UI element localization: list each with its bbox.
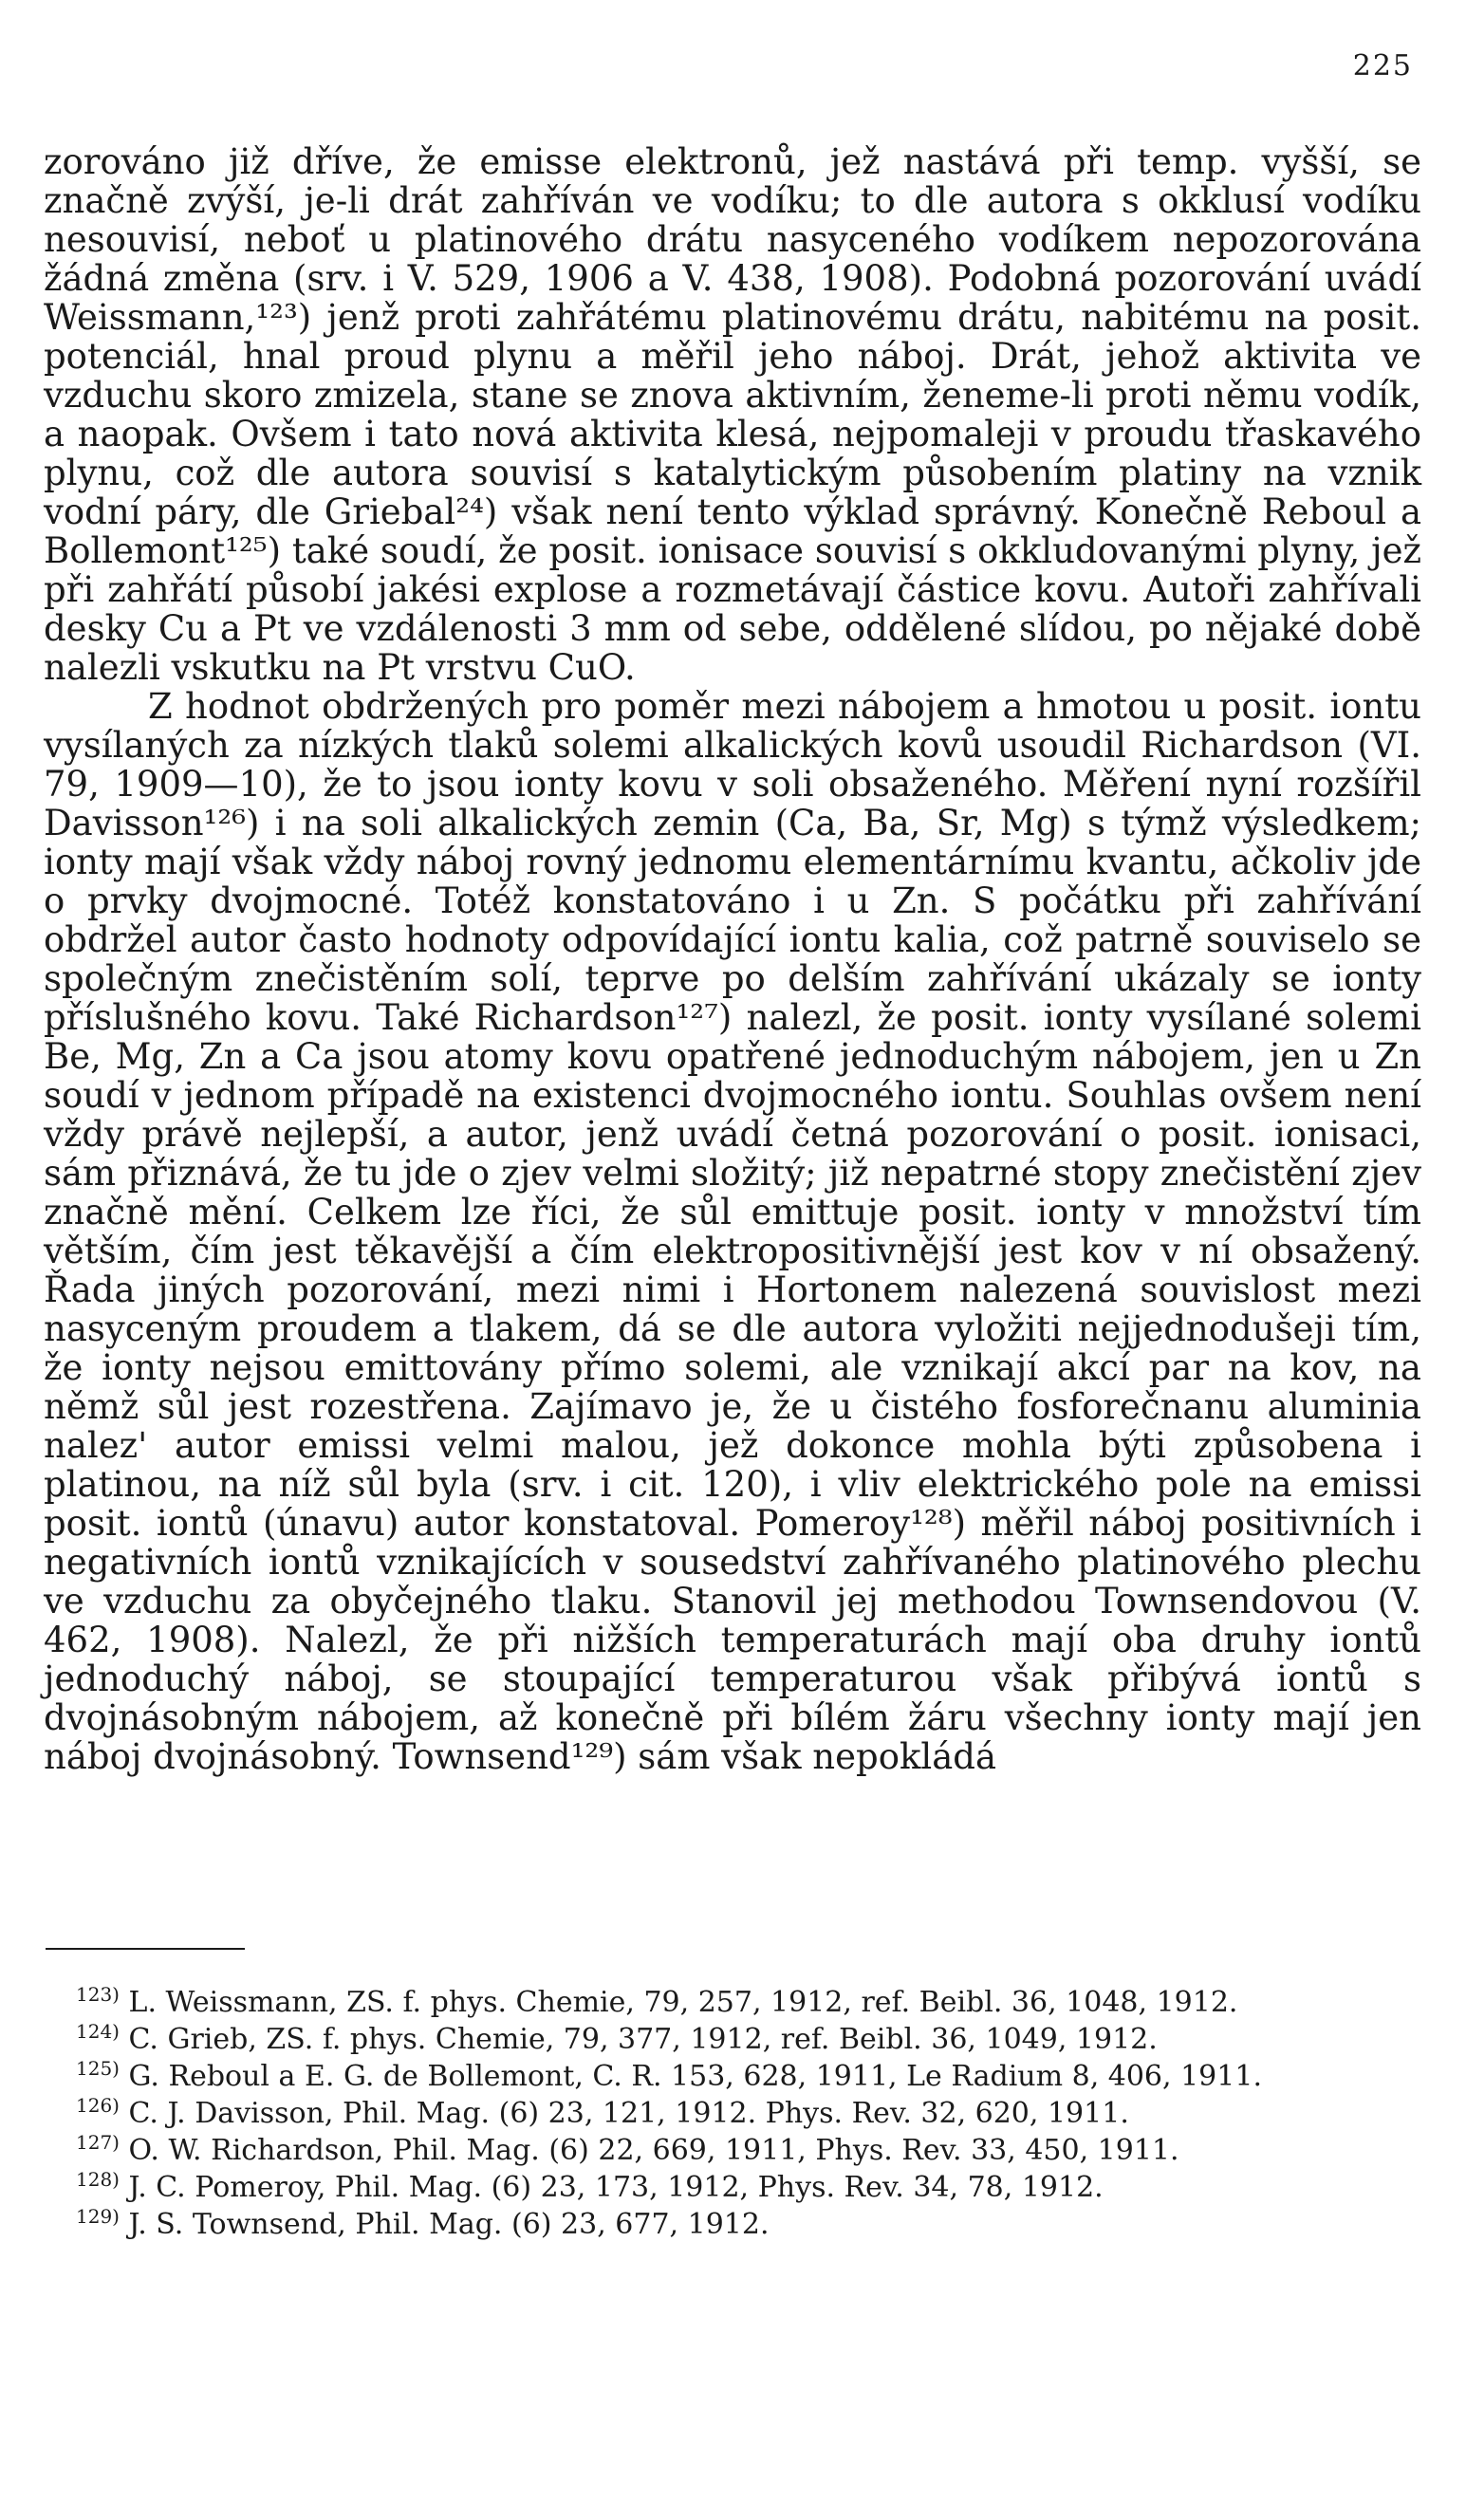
footnote-divider [46, 1948, 245, 1950]
footnote-text: J. S. Townsend, Phil. Mag. (6) 23, 677, 1912. [128, 2208, 770, 2241]
footnote-text: J. C. Pomeroy, Phil. Mag. (6) 23, 173, 1912, Phys. Rev. 34, 78, 1912. [128, 2171, 1104, 2204]
footnote-127 [44, 2131, 1421, 2168]
footnote-mark: 129) [76, 2205, 120, 2228]
footnote-mark: 127) [76, 2131, 120, 2154]
page-number: 225 [1352, 49, 1413, 83]
footnote-129 [44, 2205, 1421, 2242]
footnote-128 [44, 2168, 1421, 2205]
footnote-mark: 125) [76, 2057, 120, 2080]
footnote-text: L. Weissmann, ZS. f. phys. Chemie, 79, 257, 1912, ref. Beibl. 36, 1048, 1912. [128, 1986, 1238, 2019]
footnote-text: O. W. Richardson, Phil. Mag. (6) 22, 669, 1911, Phys. Rev. 33, 450, 1911. [128, 2134, 1179, 2167]
footnote-123 [44, 1983, 1421, 2020]
main-text [44, 142, 1421, 1776]
footnote-text: C. J. Davisson, Phil. Mag. (6) 23, 121, 1912. Phys. Rev. 32, 620, 1911. [128, 2097, 1129, 2130]
footnote-124 [44, 2020, 1421, 2057]
paragraph-2: Z hodnot obdržených pro poměr mezi nábojem a hmotou u posit. iontu vysílaných za nízkých tlaků solemi alkalických kovů usoudil Richardson (VI. 79, 1909—10), že to jsou ionty kovu v soli obsaženého. Měření nyní rozšířil Davisson¹²⁶) i na soli alkalických zemin (Ca, Ba, Sr, Mg) s týmž výsledkem; ionty mají však vždy náboj rovný jednomu elementárnímu kvantu, ačkoliv jde o prvky dvojmocné. Totéž konstatováno i u Zn. S počátku při zahřívání obdržel autor často hodnoty odpovídající iontu kalia, což patrně souviselo se společným znečistěním solí, teprve po delším zahřívání ukázaly se ionty příslušného kovu. Také Richardson¹²⁷) nalezl, že posit. ionty vysílané solemi Be, Mg, Zn a Ca jsou atomy kovu opatřené jednoduchým nábojem, jen u Zn soudí v jednom případě na existenci dvojmocného iontu. Souhlas ovšem není vždy právě nejlepší, a autor, jenž uvádí četná pozorování o posit. ionisaci, sám přiznává, že tu jde o zjev velmi složitý; již nepatrné stopy znečistění zjev značně mění. Celkem lze říci, že sůl emittuje posit. ionty v množství tím větším, čím jest těkavější a čím elektropositivnější jest kov v ní obsažený. Řada jiných pozorování, mezi nimi i Hortonem nalezená souvislost mezi nasyceným proudem a tlakem, dá se dle autora vyložiti nejjednodušeji tím, že ionty nejsou emittovány přímo solemi, ale vznikají akcí par na kov, na němž sůl jest rozestřena. Zajímavo je, že u čistého fosforečnanu aluminia nalez' autor emissi velmi malou, jež dokonce mohla býti způsobena i platinou, na níž sůl byla (srv. i cit. 120), i vliv elektrického pole na emissi posit. iontů (únavu) autor konstatoval. Pomeroy¹²⁸) měřil náboj positivních i negativních iontů vznikajících v sousedství zahřívaného platinového plechu ve vzduchu za obyčejného tlaku. Stanovil jej methodou Townsendovou (V. 462, 1908). Nalezl, že při nižších temperaturách mají oba druhy iontů jednoduchý náboj, se stoupající temperaturou však přibývá iontů s dvojnásobným nábojem, až konečně při bílém žáru všechny ionty mají jen náboj dvojnásobný. Townsend¹²⁹) sám však nepokládá [44, 686, 1421, 1777]
footnote-126 [44, 2094, 1421, 2131]
footnotes [44, 1983, 1421, 2245]
footnote-mark: 126) [76, 2094, 120, 2117]
footnote-125 [44, 2057, 1421, 2094]
footnote-text: C. Grieb, ZS. f. phys. Chemie, 79, 377, 1912, ref. Beibl. 36, 1049, 1912. [128, 2023, 1158, 2056]
paragraph-1: zorováno již dříve, že emisse elektronů, jež nastává při temp. vyšší, se značně zvýší, je-li drát zahříván ve vodíku; to dle autora s okklusí vodíku nesouvisí, neboť u platinového drátu nasyceného vodíkem nepozorována žádná změna (srv. i V. 529, 1906 a V. 438, 1908). Podobná pozorování uvádí Weissmann,¹²³) jenž proti zahřátému platinovému drátu, nabitému na posit. potenciál, hnal proud plynu a měřil jeho náboj. Drát, jehož aktivita ve vzduchu skoro zmizela, stane se znova aktivním, ženeme-li proti němu vodík, a naopak. Ovšem i tato nová aktivita klesá, nejpomaleji v proudu třaskavého plynu, což dle autora souvisí s katalytickým působením platiny na vznik vodní páry, dle Griebal²⁴) však není tento výklad správný. Konečně Reboul a Bollemont¹²⁵) také soudí, že posit. ionisace souvisí s okkludovanými plyny, jež při zahřátí působí jakési explose a rozmetávají částice kovu. Autoři zahřívali desky Cu a Pt ve vzdálenosti 3 mm od sebe, oddělené slídou, po nějaké době nalezli vskutku na Pt vrstvu CuO. [44, 141, 1421, 688]
footnote-mark: 128) [76, 2168, 120, 2191]
footnote-mark: 124) [76, 2020, 120, 2043]
footnote-mark: 123) [76, 1983, 120, 2006]
footnote-text: G. Reboul a E. G. de Bollemont, C. R. 153, 628, 1911, Le Radium 8, 406, 1911. [128, 2060, 1262, 2093]
